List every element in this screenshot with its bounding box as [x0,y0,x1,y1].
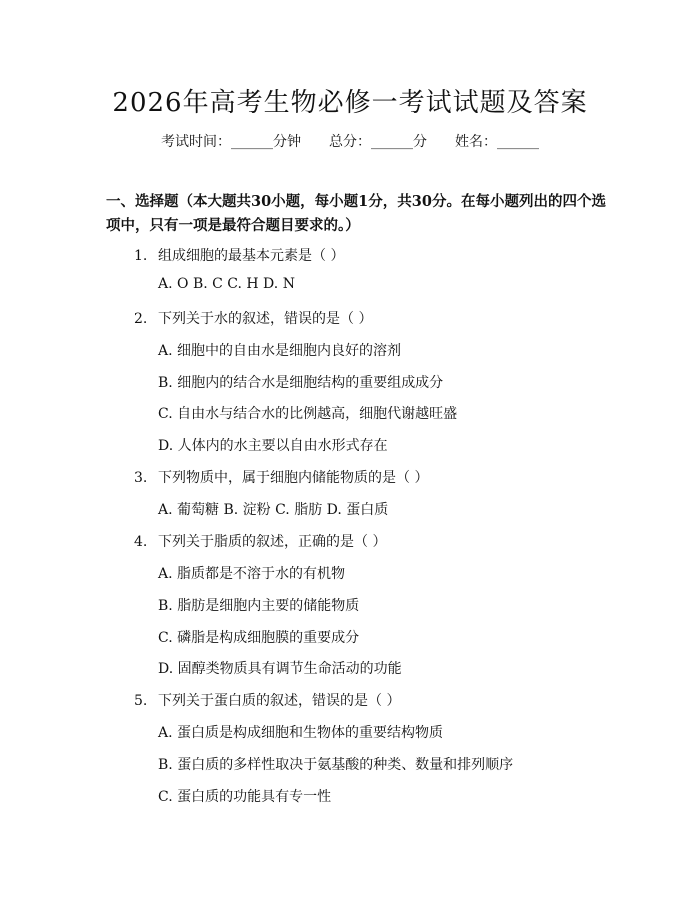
question-stem [134,308,372,328]
answer-option: D. 固醇类物质具有调节生命活动的功能 [158,661,402,677]
answer-option: B. 细胞内的结合水是细胞结构的重要组成成分 [158,375,444,391]
question-number: 4. [134,534,148,550]
total-score-field: 总分：______分 [329,134,427,150]
question-stem [134,531,386,551]
question-number: 1. [134,248,148,264]
question-text: 下列物质中，属于细胞内储能物质的是（ ） [158,470,429,486]
page-title: 2026年高考生物必修一考试试题及答案 [112,88,588,118]
answer-option: A. 脂质都是不溶于水的有机物 [158,566,346,582]
exam-info-line [0,131,700,151]
answer-option: A. 细胞中的自由水是细胞内良好的溶剂 [158,343,402,359]
answer-options: A. 葡萄糖 B. 淀粉 C. 脂肪 D. 蛋白质 [158,502,389,518]
question-stem [134,690,400,710]
answer-option: C. 磷脂是构成细胞膜的重要成分 [158,630,360,646]
answer-option: D. 人体内的水主要以自由水形式存在 [158,438,388,454]
question-number: 5. [134,693,148,709]
answer-option: B. 蛋白质的多样性取决于氨基酸的种类、数量和排列顺序 [158,757,514,773]
exam-time-field: 考试时间：______分钟 [161,134,301,150]
question-number: 2. [134,311,148,327]
answer-option: C. 自由水与结合水的比例越高，细胞代谢越旺盛 [158,406,458,422]
question-text: 下列关于水的叙述，错误的是（ ） [158,311,373,327]
question-stem [134,245,344,265]
answer-options: A. O B. C C. H D. N [158,276,295,292]
question-text: 下列关于蛋白质的叙述，错误的是（ ） [158,693,401,709]
answer-option: B. 脂肪是细胞内主要的储能物质 [158,598,360,614]
question-stem [134,467,428,487]
question-text: 下列关于脂质的叙述，正确的是（ ） [158,534,387,550]
question-number: 3. [134,470,148,486]
question-text: 组成细胞的最基本元素是（ ） [158,248,345,264]
section-heading: 一、选择题（本大题共30小题，每小题1分，共30分。在每小题列出的四个选项中，只有一项是最符合题目要求的。） [106,193,606,234]
student-name-field: 姓名：______ [455,134,539,150]
answer-option: C. 蛋白质的功能具有专一性 [158,789,332,805]
answer-option: A. 蛋白质是构成细胞和生物体的重要结构物质 [158,725,444,741]
